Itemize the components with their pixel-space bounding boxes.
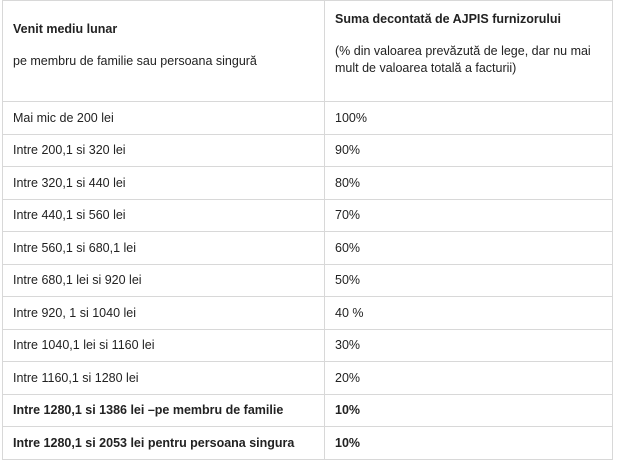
income-cell: Intre 1160,1 si 1280 lei bbox=[3, 362, 325, 395]
table-row bbox=[3, 297, 613, 330]
header-income-subtitle: pe membru de familie sau persoana singură bbox=[13, 54, 257, 68]
table-row bbox=[3, 199, 613, 232]
header-cell-income bbox=[3, 1, 325, 102]
income-cell: Intre 680,1 lei si 920 lei bbox=[3, 264, 325, 297]
percent-cell: 10% bbox=[325, 394, 613, 427]
compensation-table bbox=[2, 0, 613, 460]
header-income-title: Venit mediu lunar bbox=[13, 22, 118, 36]
percent-cell: 20% bbox=[325, 362, 613, 395]
table-row bbox=[3, 232, 613, 265]
table-row bbox=[3, 362, 613, 395]
percent-cell: 90% bbox=[325, 134, 613, 167]
table-header-row bbox=[3, 1, 613, 102]
percent-cell: 50% bbox=[325, 264, 613, 297]
income-cell: Intre 920, 1 si 1040 lei bbox=[3, 297, 325, 330]
income-cell: Mai mic de 200 lei bbox=[3, 102, 325, 135]
income-cell: Intre 320,1 si 440 lei bbox=[3, 167, 325, 200]
income-cell: Intre 1040,1 lei si 1160 lei bbox=[3, 329, 325, 362]
table-row bbox=[3, 329, 613, 362]
table-row bbox=[3, 167, 613, 200]
percent-cell: 60% bbox=[325, 232, 613, 265]
percent-cell: 70% bbox=[325, 199, 613, 232]
table-row bbox=[3, 394, 613, 427]
income-cell: Intre 200,1 si 320 lei bbox=[3, 134, 325, 167]
income-cell: Intre 440,1 si 560 lei bbox=[3, 199, 325, 232]
percent-cell: 30% bbox=[325, 329, 613, 362]
percent-cell: 100% bbox=[325, 102, 613, 135]
table-row bbox=[3, 134, 613, 167]
percent-cell: 10% bbox=[325, 427, 613, 460]
income-cell: Intre 1280,1 si 1386 lei –pe membru de familie bbox=[3, 394, 325, 427]
header-cell-amount bbox=[325, 1, 613, 102]
percent-cell: 80% bbox=[325, 167, 613, 200]
header-amount-title: Suma decontată de AJPIS furnizorului bbox=[335, 12, 561, 26]
table-row bbox=[3, 427, 613, 460]
income-cell: Intre 560,1 si 680,1 lei bbox=[3, 232, 325, 265]
percent-cell: 40 % bbox=[325, 297, 613, 330]
table-row bbox=[3, 102, 613, 135]
header-amount-subtitle: (% din valoarea prevăzută de lege, dar nu mai mult de valoarea totală a facturii) bbox=[335, 44, 591, 75]
table-row bbox=[3, 264, 613, 297]
income-cell: Intre 1280,1 si 2053 lei pentru persoana singura bbox=[3, 427, 325, 460]
